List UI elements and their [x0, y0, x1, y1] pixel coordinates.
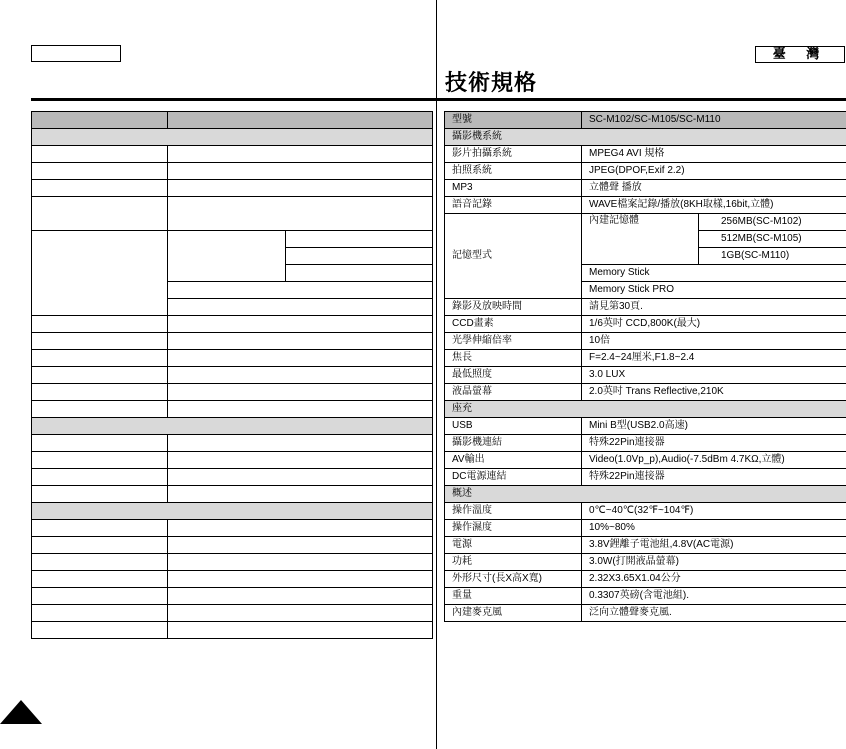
page-title: 技術規格 [445, 71, 538, 96]
table-cell [168, 112, 433, 129]
spec-value: 特殊22Pin連接器 [582, 435, 846, 452]
table-cell [32, 537, 168, 554]
spec-label: 液晶螢幕 [445, 384, 582, 401]
table-row [32, 537, 433, 554]
table-cell [168, 435, 433, 452]
table-cell [32, 401, 168, 418]
table-row [32, 469, 433, 486]
table-cell [32, 163, 168, 180]
spec-label: DC電源連結 [445, 469, 582, 486]
table-row [445, 367, 846, 384]
spec-value: 泛向立體聲麥克風. [582, 605, 846, 622]
spec-label: 內建麥克風 [445, 605, 582, 622]
table-cell [168, 299, 433, 316]
table-cell [168, 350, 433, 367]
table-row [445, 588, 846, 605]
table-cell [286, 248, 433, 265]
table-row [445, 112, 846, 129]
spec-label: 最低照度 [445, 367, 582, 384]
table-cell [32, 367, 168, 384]
table-row [445, 384, 846, 401]
spec-label: 重量 [445, 588, 582, 605]
table-cell [32, 622, 168, 639]
table-cell [32, 180, 168, 197]
section-row [32, 503, 433, 520]
table-row [445, 503, 846, 520]
spec-label: 焦長 [445, 350, 582, 367]
table-cell [168, 537, 433, 554]
table-row [32, 146, 433, 163]
table-cell [32, 435, 168, 452]
table-cell [32, 197, 168, 231]
table-cell [32, 384, 168, 401]
language-box-taiwan: 臺 灣 [755, 46, 845, 63]
table-cell [286, 231, 433, 248]
table-row [445, 537, 846, 554]
table-row [32, 401, 433, 418]
table-row [445, 452, 846, 469]
table-row [445, 299, 846, 316]
spec-value: 立體聲 播放 [582, 180, 846, 197]
table-row [445, 163, 846, 180]
spec-label: CCD畫素 [445, 316, 582, 333]
spec-value: 0℃~40℃(32℉~104℉) [582, 503, 846, 520]
table-cell [168, 622, 433, 639]
section-row [32, 418, 433, 435]
table-cell [168, 231, 286, 282]
table-row [32, 367, 433, 384]
table-cell [168, 401, 433, 418]
table-cell [32, 486, 168, 503]
spec-label: MP3 [445, 180, 582, 197]
table-cell [32, 112, 168, 129]
section-camera-system: 攝影機系統 [445, 129, 846, 146]
table-row [445, 486, 846, 503]
table-row [445, 469, 846, 486]
table-row [32, 197, 433, 231]
table-cell [32, 350, 168, 367]
table-row [32, 384, 433, 401]
table-cell [168, 384, 433, 401]
table-row [32, 180, 433, 197]
table-row [32, 129, 433, 146]
spec-value: 請見第30頁. [582, 299, 846, 316]
spec-value: 3.0W(打開液晶螢幕) [582, 554, 846, 571]
table-row [445, 605, 846, 622]
spec-value: 2.0英吋 Trans Reflective,210K [582, 384, 846, 401]
table-cell [32, 316, 168, 333]
table-cell [168, 197, 433, 231]
section-row [32, 129, 433, 146]
table-cell [286, 265, 433, 282]
table-row [32, 452, 433, 469]
spec-value: F=2.4~24厘米,F1.8~2.4 [582, 350, 846, 367]
table-row [32, 231, 433, 248]
section-cradle: 座充 [445, 401, 846, 418]
spec-value: WAVE檔案記錄/播放(8KH取樣,16bit,立體) [582, 197, 846, 214]
spec-value: 0.3307英磅(含電池組). [582, 588, 846, 605]
table-row [445, 214, 846, 231]
spec-label: 攝影機連結 [445, 435, 582, 452]
table-row [445, 435, 846, 452]
table-cell [168, 367, 433, 384]
spec-sublabel: 內建記憶體 [582, 214, 699, 265]
spec-value: 256MB(SC-M102) [699, 214, 846, 231]
spec-value: 特殊22Pin連接器 [582, 469, 846, 486]
table-cell [168, 554, 433, 571]
table-cell [32, 605, 168, 622]
table-cell [32, 333, 168, 350]
table-cell [32, 146, 168, 163]
table-row [32, 503, 433, 520]
table-row [32, 622, 433, 639]
spec-value: 10倍 [582, 333, 846, 350]
table-row [32, 316, 433, 333]
spec-label: 影片拍攝系統 [445, 146, 582, 163]
spec-value: Mini B型(USB2.0高速) [582, 418, 846, 435]
spec-value: Memory Stick PRO [582, 282, 846, 299]
table-row [445, 554, 846, 571]
table-row [445, 197, 846, 214]
spec-label: USB [445, 418, 582, 435]
table-cell [32, 520, 168, 537]
spec-label: 操作濕度 [445, 520, 582, 537]
table-row [445, 180, 846, 197]
spec-value: 512MB(SC-M105) [699, 231, 846, 248]
table-row [445, 333, 846, 350]
spec-label: 外形尺寸(長X高X寬) [445, 571, 582, 588]
table-cell [168, 452, 433, 469]
table-cell [168, 605, 433, 622]
spec-label: AV輸出 [445, 452, 582, 469]
table-cell [32, 231, 168, 316]
spec-table [444, 111, 846, 622]
table-cell [168, 146, 433, 163]
table-cell [168, 282, 433, 299]
table-cell [168, 520, 433, 537]
spec-label: 記憶型式 [445, 214, 582, 299]
spec-value: Video(1.0Vp_p),Audio(-7.5dBm 4.7KΩ,立體) [582, 452, 846, 469]
spec-value: 1GB(SC-M110) [699, 248, 846, 265]
table-row [445, 146, 846, 163]
table-row [32, 554, 433, 571]
table-row [445, 316, 846, 333]
model-value: SC-M102/SC-M105/SC-M110 [582, 112, 846, 129]
page-divider [436, 0, 437, 749]
table-cell [168, 469, 433, 486]
spec-value: 1/6英吋 CCD,800K(最大) [582, 316, 846, 333]
spec-label: 錄影及放映時間 [445, 299, 582, 316]
spec-label: 光學伸縮倍率 [445, 333, 582, 350]
table-cell [168, 571, 433, 588]
table-row [32, 588, 433, 605]
spec-value: 2.32X3.65X1.04公分 [582, 571, 846, 588]
table-cell [32, 554, 168, 571]
spec-label: 語音記錄 [445, 197, 582, 214]
spec-label: 拍照系統 [445, 163, 582, 180]
table-row [445, 129, 846, 146]
table-cell [32, 588, 168, 605]
spec-value: 3.0 LUX [582, 367, 846, 384]
table-cell [168, 333, 433, 350]
table-cell [168, 588, 433, 605]
table-row [445, 350, 846, 367]
table-row [32, 350, 433, 367]
language-box-left [31, 45, 121, 62]
spec-value: Memory Stick [582, 265, 846, 282]
spec-label: 操作溫度 [445, 503, 582, 520]
section-general: 概述 [445, 486, 846, 503]
table-cell [168, 180, 433, 197]
table-row [445, 520, 846, 537]
table-row [32, 520, 433, 537]
page-corner-triangle-icon [0, 700, 42, 724]
table-row [445, 401, 846, 418]
table-row [445, 418, 846, 435]
table-cell [168, 316, 433, 333]
left-spec-table [31, 111, 433, 639]
table-row [32, 418, 433, 435]
table-cell [168, 486, 433, 503]
table-row [32, 112, 433, 129]
spec-value: JPEG(DPOF,Exif 2.2) [582, 163, 846, 180]
table-row [32, 435, 433, 452]
table-row [32, 333, 433, 350]
table-cell [32, 571, 168, 588]
table-row [32, 486, 433, 503]
table-cell [32, 452, 168, 469]
spec-value: 3.8V鋰離子電池組,4.8V(AC電源) [582, 537, 846, 554]
spec-label: 電源 [445, 537, 582, 554]
table-cell [32, 469, 168, 486]
spec-value: MPEG4 AVI 規格 [582, 146, 846, 163]
table-row [32, 571, 433, 588]
table-row [32, 163, 433, 180]
spec-label: 功耗 [445, 554, 582, 571]
table-cell [168, 163, 433, 180]
table-row [445, 571, 846, 588]
header-rule [31, 98, 846, 101]
table-row [32, 605, 433, 622]
spec-value: 10%~80% [582, 520, 846, 537]
model-label: 型號 [445, 112, 582, 129]
